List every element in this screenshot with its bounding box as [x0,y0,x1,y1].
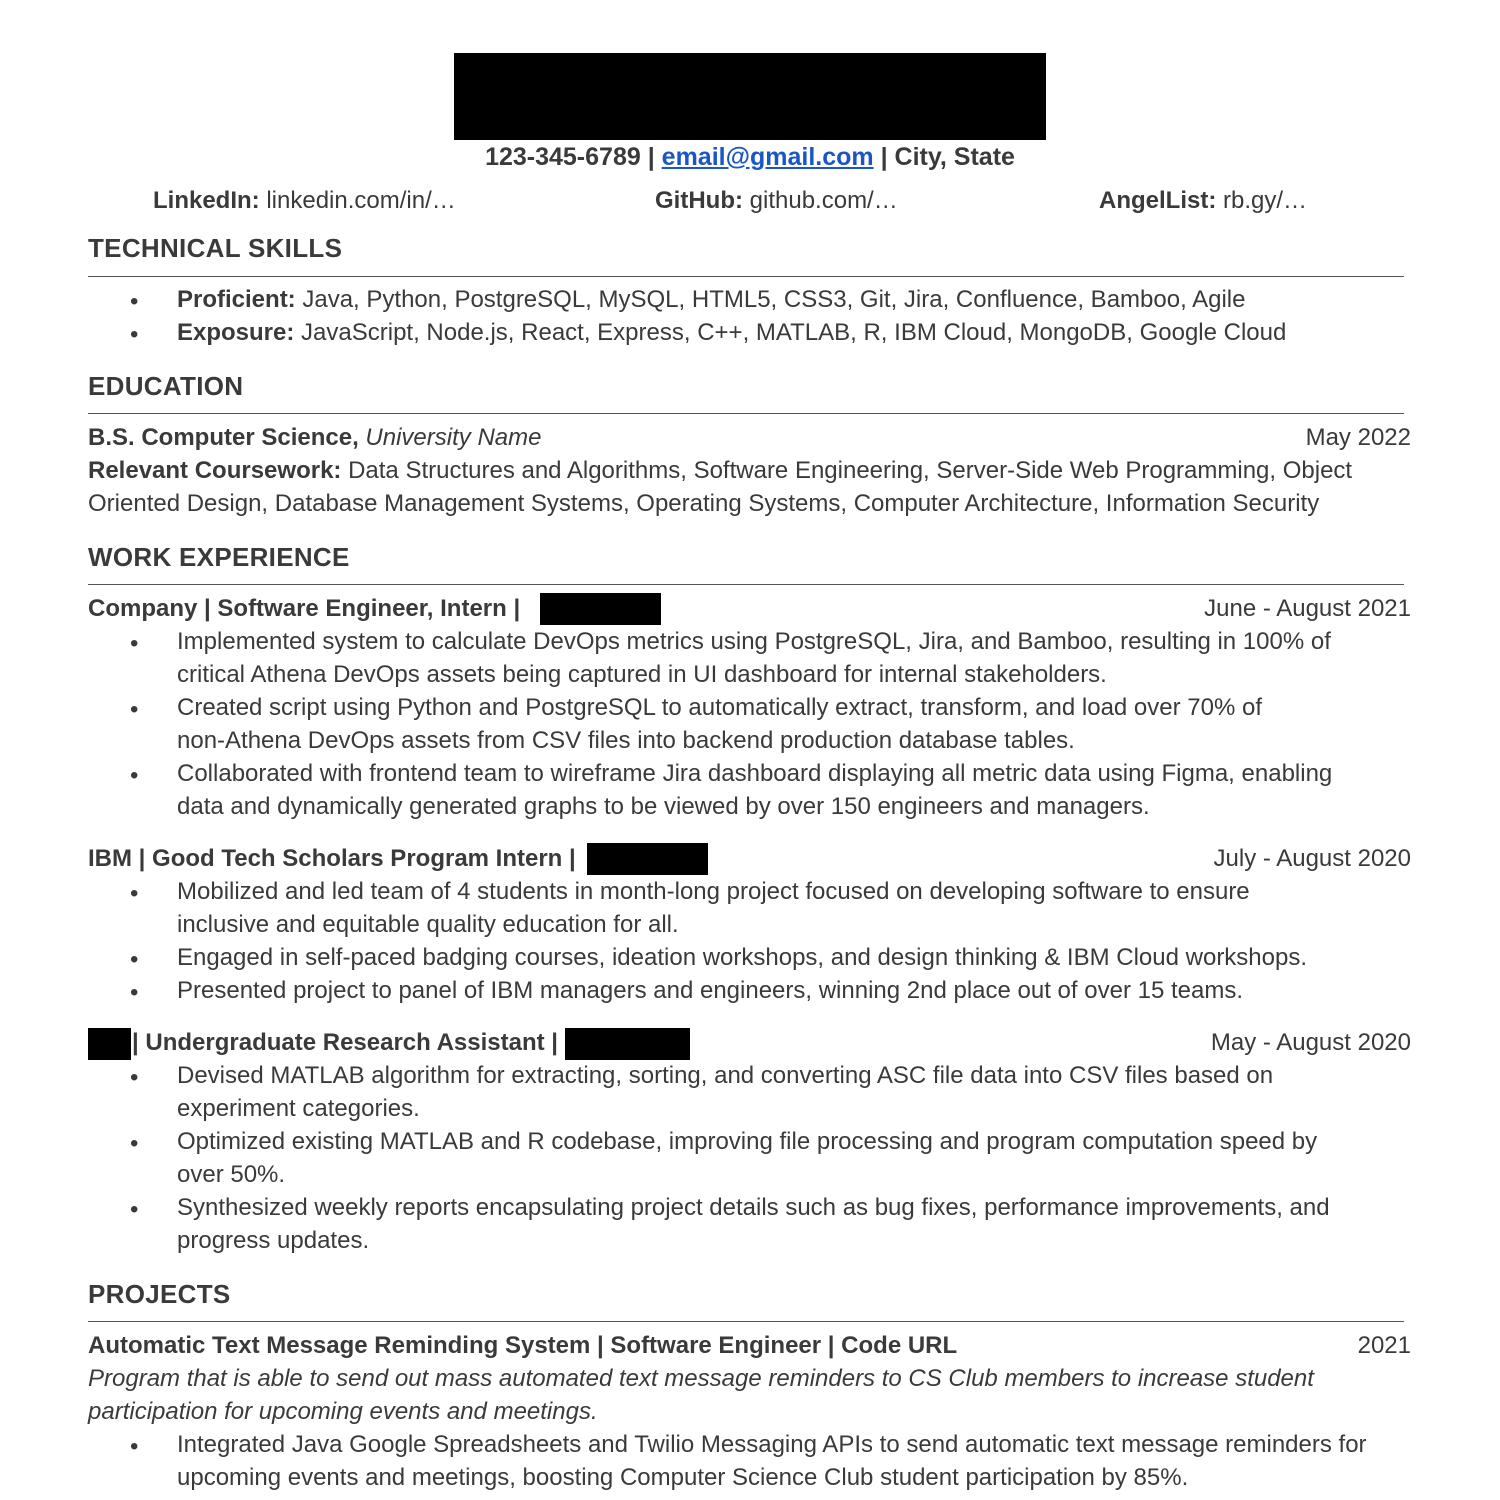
job-bullet: data and dynamically generated graphs to be viewed by over 150 engineers and managers. [177,793,1150,820]
bullet-icon: • [130,762,139,789]
bullet-icon: • [130,979,139,1006]
phone: 123-345-6789 [485,143,641,171]
job-bullet: Engaged in self-paced badging courses, ideation workshops, and design thinking & IBM Cloud workshops. [177,944,1308,971]
coursework-line: Oriented Design, Database Management Systems, Operating Systems, Computer Architecture, Information Security [88,490,1320,517]
job-bullet: Optimized existing MATLAB and R codebase, improving file processing and program computation speed by [177,1128,1318,1155]
section-divider [88,413,1404,414]
email-link[interactable]: email@gmail.com [661,143,874,171]
redacted-organization [88,1028,131,1060]
job-bullet: Created script using Python and PostgreSQL to automatically extract, transform, and load over 70% of [177,694,1263,721]
project-description: Program that is able to send out mass automated text message reminders to CS Club members to increase student [88,1365,1314,1392]
job-date: July - August 2020 [1213,845,1411,872]
job-bullet: non-Athena DevOps assets from CSV files into backend production database tables. [177,727,1075,754]
job-bullet: Presented project to panel of IBM managers and engineers, winning 2nd place out of over 15 teams. [177,977,1243,1004]
redacted-name [454,53,1046,140]
linkedin-link[interactable]: LinkedIn: linkedin.com/in/… [153,187,456,214]
skill-proficient: Proficient: Java, Python, PostgreSQL, MySQL, HTML5, CSS3, Git, Jira, Confluence, Bamboo, Agile [177,286,1246,313]
job-bullet: Devised MATLAB algorithm for extracting, sorting, and converting ASC file data into CSV files based on [177,1062,1274,1089]
job-bullet: Implemented system to calculate DevOps metrics using PostgreSQL, Jira, and Bamboo, resulting in 100% of [177,628,1331,655]
bullet-icon: • [130,1196,139,1223]
bullet-icon: • [130,288,139,315]
github-link[interactable]: GitHub: github.com/… [655,187,898,214]
contact-line: 123-345-6789 | email@gmail.com | City, State [485,143,1015,171]
section-divider [88,1321,1404,1322]
bullet-icon: • [130,880,139,907]
section-title-work: WORK EXPERIENCE [88,542,350,572]
coursework-line: Relevant Coursework: Data Structures and Algorithms, Software Engineering, Server-Side Web Programming, Object [88,457,1353,484]
bullet-icon: • [130,1064,139,1091]
redacted-location [565,1028,690,1060]
job-heading: | Undergraduate Research Assistant | [132,1029,559,1056]
job-date: May - August 2020 [1210,1029,1411,1056]
job-heading: Company | Software Engineer, Intern | [88,595,521,622]
job-bullet: over 50%. [177,1161,286,1188]
bullet-icon: • [130,630,139,657]
redacted-location [540,593,661,625]
project-heading: Automatic Text Message Reminding System | Software Engineer | Code URL [88,1332,958,1359]
section-title-skills: TECHNICAL SKILLS [88,233,343,263]
job-bullet: Mobilized and led team of 4 students in month-long project focused on developing software to ensure [177,878,1250,905]
bullet-icon: • [130,1130,139,1157]
job-bullet: inclusive and equitable quality education for all. [177,911,679,938]
job-bullet: experiment categories. [177,1095,420,1122]
section-title-projects: PROJECTS [88,1279,231,1309]
project-description: participation for upcoming events and meetings. [88,1398,598,1425]
skill-exposure: Exposure: JavaScript, Node.js, React, Express, C++, MATLAB, R, IBM Cloud, MongoDB, Google Cloud [177,319,1287,346]
bullet-icon: • [130,946,139,973]
job-bullet: critical Athena DevOps assets being captured in UI dashboard for internal stakeholders. [177,661,1107,688]
section-divider [88,584,1404,585]
section-divider [88,276,1404,277]
project-date: 2021 [1357,1332,1411,1359]
bullet-icon: • [130,321,139,348]
project-bullet: upcoming events and meetings, boosting Computer Science Club student participation by 85%. [177,1464,1189,1491]
job-heading: IBM | Good Tech Scholars Program Intern | [88,845,576,872]
education-date: May 2022 [1305,424,1411,451]
angellist-link[interactable]: AngelList: rb.gy/… [1099,187,1308,214]
redacted-location [587,843,708,875]
project-bullet: Integrated Java Google Spreadsheets and Twilio Messaging APIs to send automatic text message reminders for [177,1431,1367,1458]
section-title-education: EDUCATION [88,371,244,401]
education-degree: B.S. Computer Science, University Name [88,424,542,451]
job-date: June - August 2021 [1204,595,1411,622]
bullet-icon: • [130,1433,139,1460]
job-bullet: progress updates. [177,1227,370,1254]
bullet-icon: • [130,696,139,723]
location: City, State [894,143,1015,171]
job-bullet: Collaborated with frontend team to wireframe Jira dashboard displaying all metric data using Figma, enabling [177,760,1333,787]
job-bullet: Synthesized weekly reports encapsulating project details such as bug fixes, performance improvements, and [177,1194,1330,1221]
